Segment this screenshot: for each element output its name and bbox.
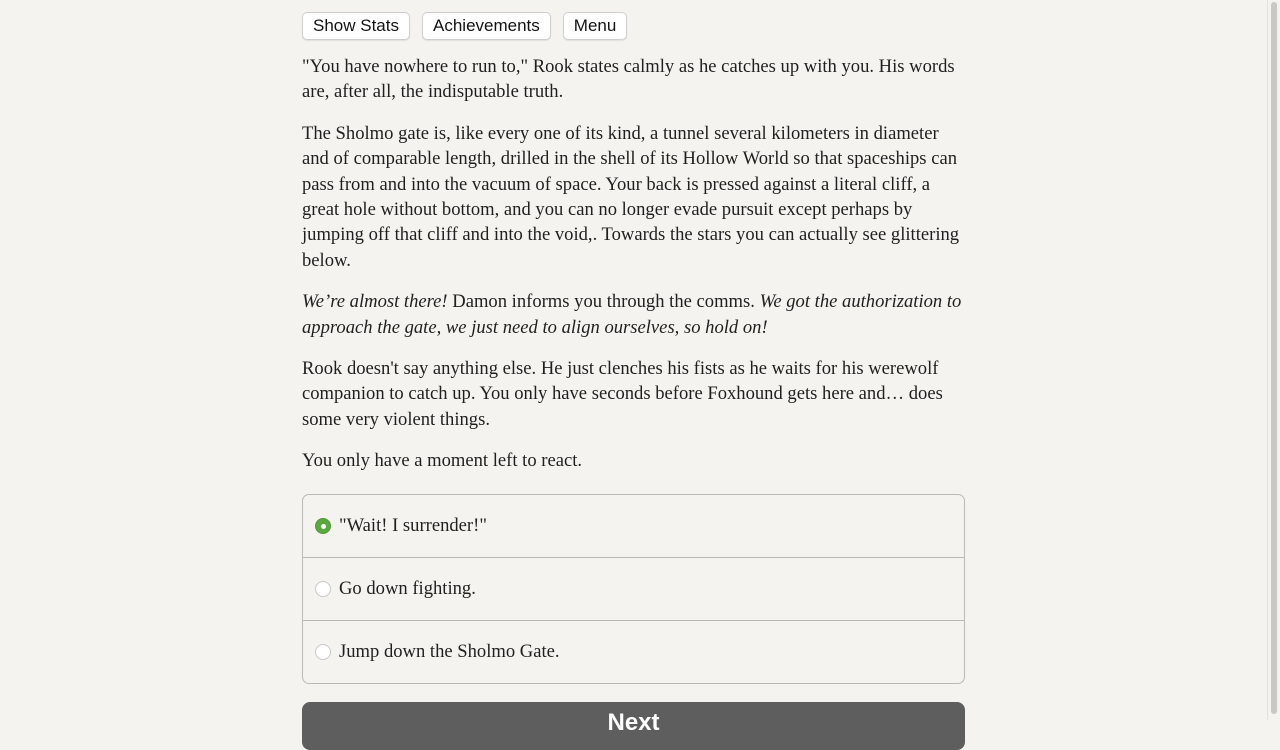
comms-narration: Damon informs you through the comms. (447, 291, 760, 313)
radio-button-surrender[interactable] (315, 518, 331, 534)
choice-label-surrender: "Wait! I surrender!" (339, 515, 487, 536)
story-paragraph-2: The Sholmo gate is, like every one of its kind, a tunnel several kilometers in diameter and of comparable length, drilled in the shell of its Hollow World so that spaceships can pass from and into the vacuum of space. Your back is pressed against a literal cliff, a great hole without bottom, and you can no longer evade pursuit except perhaps by jumping off that cliff and into the void,. Towards the stars you can actually see glittering below. (302, 122, 960, 271)
choice-list (302, 494, 965, 684)
header-toolbar (302, 12, 627, 40)
show-stats-button[interactable]: Show Stats (302, 12, 410, 40)
story-paragraph-3 (302, 289, 965, 340)
scrollbar-thumb[interactable] (1271, 2, 1277, 714)
story-text (302, 54, 965, 490)
story-paragraph-5: You only have a moment left to react. (302, 450, 583, 472)
radio-button-fight[interactable] (315, 581, 331, 597)
achievements-button[interactable]: Achievements (422, 12, 551, 40)
choice-option-jump[interactable] (303, 620, 964, 683)
next-button[interactable]: Next (302, 702, 965, 750)
choice-option-surrender[interactable] (303, 495, 964, 557)
comms-line-italic-a: We’re almost there! (302, 291, 448, 313)
story-paragraph-4: Rook doesn't say anything else. He just clenches his fists as he waits for his werewolf companion to catch up. You only have seconds before Foxhound gets here and… does some very violent things. (302, 358, 943, 430)
choice-label-jump: Jump down the Sholmo Gate. (339, 641, 560, 662)
menu-button[interactable]: Menu (563, 12, 628, 40)
radio-button-jump[interactable] (315, 644, 331, 660)
story-paragraph-1: "You have nowhere to run to," Rook states calmly as he catches up with you. His words are, after all, the indisputable truth. (302, 56, 955, 103)
comms-line-italic-b: We got the authorization to approach the gate, we just need to align ourselves, so hold on! (302, 291, 962, 338)
choice-label-fight: Go down fighting. (339, 578, 476, 599)
scrollbar[interactable] (1267, 0, 1280, 720)
choice-option-fight[interactable] (303, 557, 964, 620)
